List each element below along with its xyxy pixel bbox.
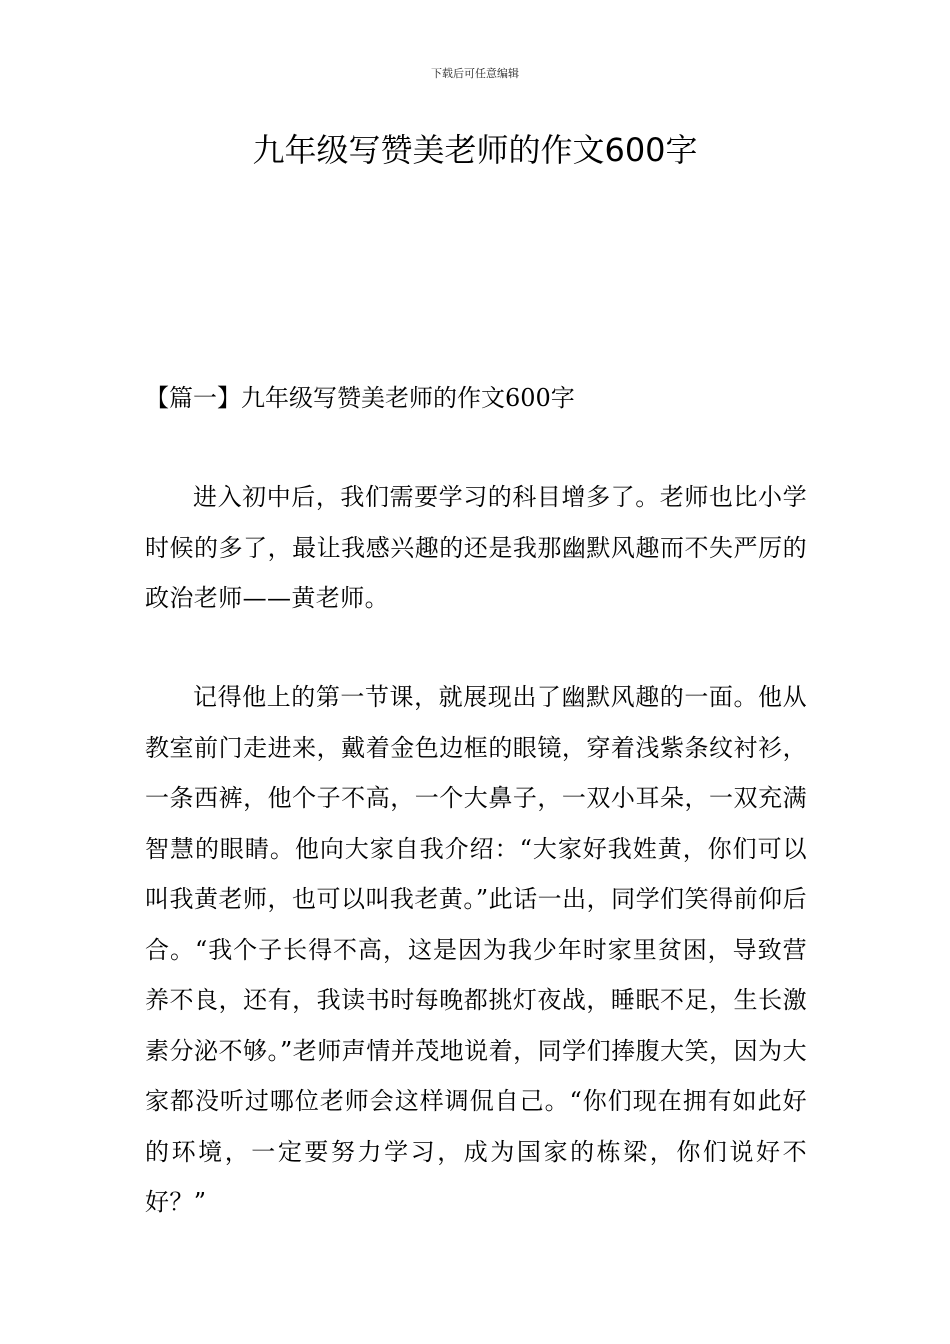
paragraph-1: 进入初中后，我们需要学习的科目增多了。老师也比小学时候的多了，最让我感兴趣的还是我那幽默风趣而不失严厉的政治老师——黄老师。 [145, 483, 807, 612]
section-heading: 【篇一】九年级写赞美老师的作文600字 [145, 384, 575, 412]
header-note: 下载后可任意编辑 [431, 67, 519, 80]
paragraph-2: 记得他上的第一节课，就展现出了幽默风趣的一面。他从教室前门走进来，戴着金色边框的眼镜，穿着浅紫条纹衬衫，一条西裤，他个子不高，一个大鼻子，一双小耳朵，一双充满智慧的眼睛。他向大家自我介绍：“大家好我姓黄，你们可以叫我黄老师，也可以叫我老黄。”此话一出，同学们笑得前仰后合。“我个子长得不高，这是因为我少年时家里贫困，导致营养不良，还有，我读书时每晚都挑灯夜战，睡眠不足，生长激素分泌不够。”老师声情并茂地说着，同学们捧腹大笑，因为大家都没听过哪位老师会这样调侃自己。“你们现在拥有如此好的环境，一定要努力学习，成为国家的栋梁，你们说好不好？” [145, 683, 807, 1216]
document-title: 九年级写赞美老师的作文600字 [252, 131, 698, 169]
